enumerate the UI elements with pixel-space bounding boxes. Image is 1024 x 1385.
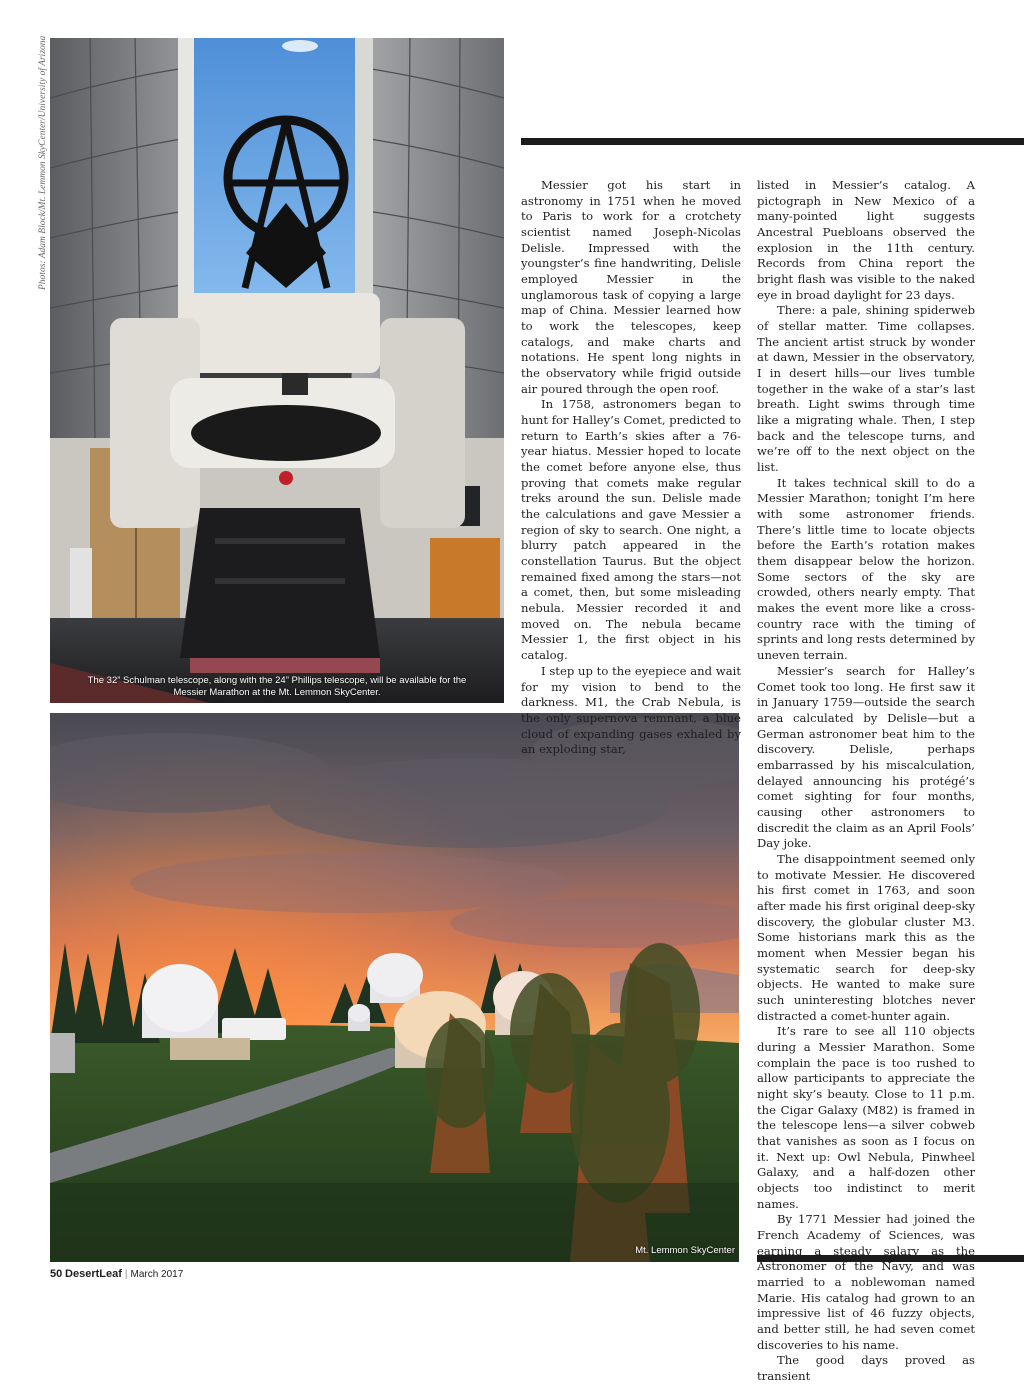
telescope-photo bbox=[50, 38, 504, 703]
paragraph: The good days proved as transient bbox=[757, 1353, 975, 1384]
article-column-2 bbox=[757, 178, 975, 1385]
paragraph: By 1771 Messier had joined the French Academy of Sciences, was earning a steady salary as the Astronomer of the Navy, and was married to a noblewoman named Marie. His catalog had grown to an impressive list of 46 fuzzy objects, and better still, he had seven comet discoveries to his name. bbox=[757, 1212, 975, 1352]
header-rule bbox=[521, 138, 1024, 145]
paragraph: I step up to the eyepiece and wait for my vision to bend to the darkness. M1, the Crab Nebula, is the only supernova remnant, a blue cloud of expanding gases exhaled by an exploding star, bbox=[521, 663, 741, 757]
paragraph: The disappointment seemed only to motivate Messier. He discovered his first comet in 1763, and soon after made his first original deep-sky discovery, the globular cluster M3. Some historians mark this as the moment when Messier began his systematic search for deep-sky objects. He wanted to make sure such uninteresting blotches never distracted a comet-hunter again. bbox=[757, 851, 975, 1023]
page-number: 50 bbox=[50, 1268, 63, 1280]
article-column-1 bbox=[521, 178, 741, 758]
telescope-caption-line2: Messier Marathon at the Mt. Lemmon SkyCenter. bbox=[173, 687, 381, 698]
paragraph: In 1758, astronomers began to hunt for Halley’s Comet, predicted to return to Earth’s skies after a 76-year hiatus. Messier hoped to locate the comet before anyone else, thus proving that comets make regular treks around the sun. Delisle made the calculations and gave Messier a region of sky to search. One night, a blurry patch appeared in the constellation Taurus. But the object remained fixed among the stars—not a comet, then, but some misleading nebula. Messier recorded it and moved on. The nebula became Messier 1, the first object in his catalog. bbox=[521, 397, 741, 663]
paragraph: Messier got his start in astronomy in 1751 when he moved to Paris to work for a crotchety scientist named Joseph-Nicolas Delisle. Impressed with the youngster’s fine handwriting, Delisle employed Messier in the unglamorous task of copying a large map of China. Messier learned how to work the telescopes, keep catalogs, and make charts and notations. He spent long nights in the observatory while frigid outside air poured through the open roof. bbox=[521, 178, 741, 396]
magazine-name: DesertLeaf bbox=[65, 1268, 122, 1280]
photo-credit: Photos: Adam Block/Mt. Lemmon SkyCenter/University of Arizona bbox=[38, 35, 48, 290]
skycenter-caption: Mt. Lemmon SkyCenter bbox=[635, 1245, 735, 1256]
paragraph: It’s rare to see all 110 objects during a Messier Marathon. Some complain the pace is too rushed to allow participants to appreciate the night sky’s beauty. Close to 11 p.m. the Cigar Galaxy (M82) is framed in the telescope lens—a silver cobweb that vanishes as soon as I focus on it. Next up: Owl Nebula, Pinwheel Galaxy, and a half-dozen other objects too indistinct to merit names. bbox=[757, 1024, 975, 1211]
telescope-caption bbox=[50, 675, 504, 699]
skycenter-photo bbox=[50, 713, 739, 1262]
paragraph: It takes technical skill to do a Messier Marathon; tonight I’m here with some astronomer friends. There’s little time to locate objects before the Earth’s rotation makes them disappear below the horizon. Some sectors of the sky are crowded, others nearly empty. That makes the event more like a cross-country race with the timing of sprints and long rests determined by uneven terrain. bbox=[757, 475, 975, 663]
paragraph: listed in Messier’s catalog. A pictograph in New Mexico of a many-pointed light suggests Ancestral Puebloans observed the explosion in the 11th century. Records from China report the bright flash was visible to the naked eye in broad daylight for 23 days. bbox=[757, 178, 975, 302]
page-footer: 50 DesertLeaf | March 2017 bbox=[50, 1268, 184, 1280]
issue-date: March 2017 bbox=[130, 1269, 184, 1280]
paragraph: There: a pale, shining spiderweb of stellar matter. Time collapses. The ancient artist struck by wonder at dawn, Messier in the observatory, I in desert hills—our lives tumble together in the wake of a star’s last breath. Light swims through time like a migrating whale. Then, I step back and the telescope turns, and we’re off to the next object on the list. bbox=[757, 303, 975, 475]
telescope-caption-line1: The 32” Schulman telescope, along with the 24” Phillips telescope, will be available for the bbox=[87, 675, 467, 686]
paragraph: Messier’s search for Halley’s Comet took too long. He first saw it in January 1759—outside the search area calculated by Delisle—but a German astronomer beat him to the discovery. Delisle, perhaps embarrassed by his miscalculation, delayed announcing his protégé’s comet sighting for four months, causing other astronomers to discredit the claim as an April Fools’ Day joke. bbox=[757, 663, 975, 851]
